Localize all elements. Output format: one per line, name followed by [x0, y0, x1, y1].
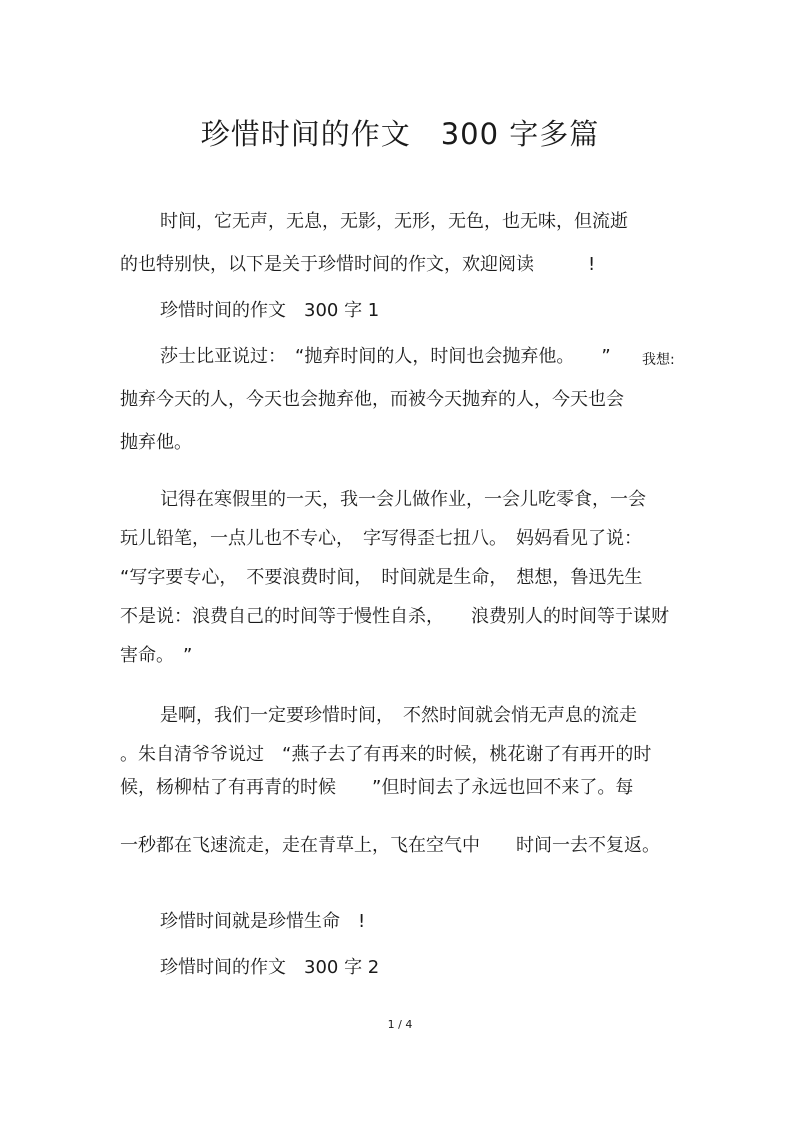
paragraph-line: 候，杨柳枯了有再青的时候 ”但时间去了永远也回不来了。每: [120, 777, 634, 798]
paragraph-line: 。朱自清爷爷说过 “燕子去了有再来的时候，桃花谢了有再开的时: [120, 744, 652, 765]
paragraph-line: 是啊，我们一定要珍惜时间， 不然时间就会悄无声息的流走: [160, 705, 637, 726]
section-heading: 珍惜时间的作文 300 字 1: [160, 300, 380, 321]
paragraph-line: 莎士比亚说过： “抛弃时间的人，时间也会抛弃他。 ”: [160, 346, 611, 367]
document-title: 珍惜时间的作文 300 字多篇: [200, 117, 600, 151]
paragraph-line: 一秒都在飞速流走，走在青草上，飞在空气中 时间一去不复返。: [120, 835, 660, 856]
paragraph-line: 的也特别快，以下是关于珍惜时间的作文，欢迎阅读 !: [120, 254, 596, 275]
paragraph-line: 玩儿铅笔，一点儿也不专心， 字写得歪七扭八。 妈妈看见了说：: [120, 528, 642, 549]
paragraph-line: 害命。 ”: [120, 645, 193, 666]
paragraph-line: 时间，它无声，无息，无影，无形，无色，也无味，但流逝: [160, 211, 628, 232]
paragraph-line: 抛弃他。: [120, 432, 192, 453]
paragraph-line: 不是说：浪费自己的时间等于慢性自杀， 浪费别人的时间等于谋财: [120, 606, 669, 627]
paragraph-line: 珍惜时间就是珍惜生命 !: [160, 911, 366, 932]
paragraph-line: 抛弃今天的人，今天也会抛弃他，而被今天抛弃的人，今天也会: [120, 389, 624, 410]
paragraph-line-small: 我想:: [642, 352, 675, 368]
section-heading: 珍惜时间的作文 300 字 2: [160, 957, 380, 978]
paragraph-line: “写字要专心， 不要浪费时间， 时间就是生命， 想想，鲁迅先生: [120, 567, 643, 588]
paragraph-line: 记得在寒假里的一天，我一会儿做作业，一会儿吃零食，一会: [160, 489, 646, 510]
page-number: 1 / 4: [387, 1018, 413, 1031]
